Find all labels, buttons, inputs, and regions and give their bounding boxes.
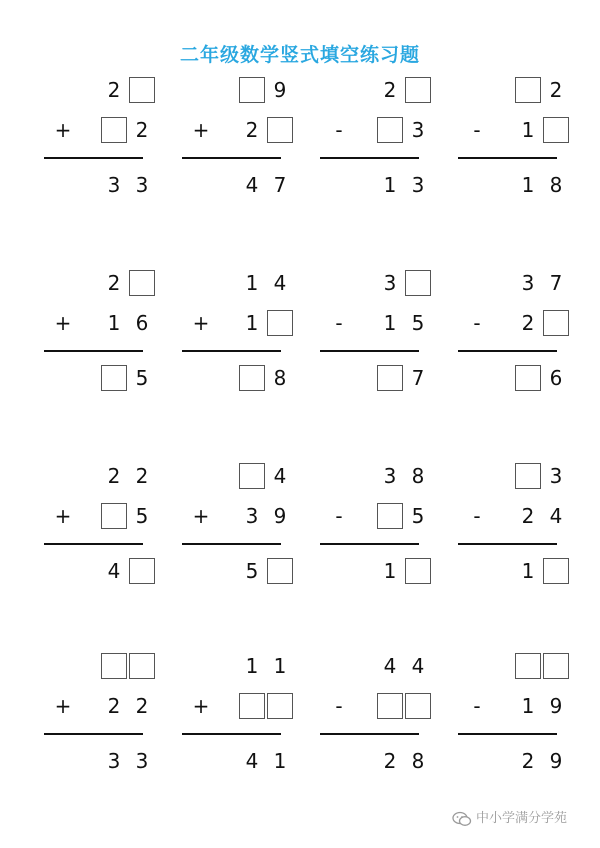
result-row xyxy=(182,746,292,776)
top-ones-digit: 3 xyxy=(549,464,563,488)
result-tens-digit: 3 xyxy=(107,749,121,773)
result-tens-digit: 4 xyxy=(107,559,121,583)
bottom-tens-digit: 1 xyxy=(107,311,121,335)
bottom-ones-digit: 6 xyxy=(135,311,149,335)
top-ones-digit: 1 xyxy=(273,654,287,678)
bottom-row xyxy=(458,115,568,145)
top-tens-blank[interactable] xyxy=(515,463,541,489)
result-ones-digit: 3 xyxy=(411,173,425,197)
bottom-ones-digit: 4 xyxy=(549,504,563,528)
bottom-row xyxy=(320,691,430,721)
result-row xyxy=(458,170,568,200)
sum-line xyxy=(320,733,419,735)
result-ones-digit: 6 xyxy=(549,366,563,390)
top-ones-digit: 2 xyxy=(135,464,149,488)
top-ones-digit: 4 xyxy=(273,271,287,295)
top-tens-digit: 2 xyxy=(107,464,121,488)
result-tens-digit: 3 xyxy=(107,173,121,197)
problem-12 xyxy=(458,461,568,611)
result-tens-digit: 4 xyxy=(245,173,259,197)
top-ones-blank[interactable] xyxy=(129,653,155,679)
problem-7 xyxy=(320,268,430,418)
top-row xyxy=(44,461,154,491)
result-row xyxy=(320,746,430,776)
top-ones-blank[interactable] xyxy=(405,77,431,103)
top-ones-digit: 2 xyxy=(549,78,563,102)
top-tens-blank[interactable] xyxy=(515,77,541,103)
bottom-tens-blank[interactable] xyxy=(377,693,403,719)
bottom-row xyxy=(44,115,154,145)
problem-11 xyxy=(320,461,430,611)
top-tens-blank[interactable] xyxy=(101,653,127,679)
top-ones-blank[interactable] xyxy=(129,270,155,296)
bottom-ones-blank[interactable] xyxy=(405,693,431,719)
problem-9 xyxy=(44,461,154,611)
bottom-ones-digit: 3 xyxy=(411,118,425,142)
top-ones-blank[interactable] xyxy=(129,77,155,103)
result-ones-digit: 8 xyxy=(549,173,563,197)
sum-line xyxy=(182,543,281,545)
bottom-row xyxy=(320,308,430,338)
top-row xyxy=(44,75,154,105)
operator-sign: - xyxy=(473,694,481,718)
result-ones-digit: 7 xyxy=(411,366,425,390)
top-row xyxy=(458,461,568,491)
bottom-row xyxy=(182,691,292,721)
sum-line xyxy=(458,350,557,352)
top-row xyxy=(182,268,292,298)
sum-line xyxy=(458,543,557,545)
bottom-tens-blank[interactable] xyxy=(239,693,265,719)
bottom-ones-digit: 2 xyxy=(135,118,149,142)
bottom-tens-digit: 2 xyxy=(245,118,259,142)
operator-sign: - xyxy=(473,118,481,142)
bottom-ones-digit: 5 xyxy=(411,311,425,335)
bottom-row xyxy=(182,308,292,338)
problem-13 xyxy=(44,651,154,801)
sum-line xyxy=(320,350,419,352)
bottom-tens-blank[interactable] xyxy=(377,117,403,143)
result-ones-digit: 1 xyxy=(273,749,287,773)
bottom-tens-digit: 2 xyxy=(521,311,535,335)
result-tens-digit: 2 xyxy=(521,749,535,773)
operator-sign: + xyxy=(192,694,210,718)
top-tens-blank[interactable] xyxy=(239,77,265,103)
bottom-tens-digit: 1 xyxy=(521,118,535,142)
problem-15 xyxy=(320,651,430,801)
sum-line xyxy=(320,543,419,545)
bottom-row xyxy=(182,501,292,531)
top-row xyxy=(320,461,430,491)
operator-sign: + xyxy=(192,118,210,142)
bottom-ones-blank[interactable] xyxy=(267,117,293,143)
watermark xyxy=(452,808,567,830)
sum-line xyxy=(44,350,143,352)
bottom-tens-digit: 2 xyxy=(521,504,535,528)
result-ones-digit: 8 xyxy=(273,366,287,390)
top-ones-blank[interactable] xyxy=(405,270,431,296)
problem-6 xyxy=(182,268,292,418)
result-tens-digit: 2 xyxy=(383,749,397,773)
result-ones-digit: 7 xyxy=(273,173,287,197)
result-tens-digit: 5 xyxy=(245,559,259,583)
bottom-ones-digit: 5 xyxy=(411,504,425,528)
bottom-row xyxy=(458,308,568,338)
result-ones-digit: 3 xyxy=(135,173,149,197)
top-row xyxy=(182,75,292,105)
bottom-ones-blank[interactable] xyxy=(267,310,293,336)
result-row xyxy=(182,170,292,200)
operator-sign: - xyxy=(335,118,343,142)
top-row xyxy=(458,651,568,681)
problem-10 xyxy=(182,461,292,611)
top-row xyxy=(458,75,568,105)
result-row xyxy=(320,363,430,393)
operator-sign: + xyxy=(192,504,210,528)
top-tens-blank[interactable] xyxy=(515,653,541,679)
bottom-tens-digit: 1 xyxy=(245,311,259,335)
bottom-row xyxy=(458,501,568,531)
bottom-row xyxy=(458,691,568,721)
sum-line xyxy=(44,733,143,735)
top-ones-digit: 9 xyxy=(273,78,287,102)
result-row xyxy=(182,363,292,393)
sum-line xyxy=(44,157,143,159)
bottom-row xyxy=(44,691,154,721)
top-tens-digit: 2 xyxy=(383,78,397,102)
top-tens-digit: 4 xyxy=(383,654,397,678)
operator-sign: - xyxy=(335,504,343,528)
result-ones-digit: 8 xyxy=(411,749,425,773)
top-tens-digit: 3 xyxy=(383,464,397,488)
operator-sign: - xyxy=(473,311,481,335)
sum-line xyxy=(320,157,419,159)
problem-3 xyxy=(320,75,430,225)
bottom-tens-digit: 3 xyxy=(245,504,259,528)
top-tens-digit: 2 xyxy=(107,78,121,102)
top-tens-digit: 1 xyxy=(245,654,259,678)
sum-line xyxy=(182,733,281,735)
bottom-tens-digit: 1 xyxy=(521,694,535,718)
watermark-text: 中小学满分学苑 xyxy=(476,811,568,826)
sum-line xyxy=(458,157,557,159)
page-title: 二年级数学竖式填空练习题 xyxy=(179,44,420,66)
top-ones-digit: 8 xyxy=(411,464,425,488)
result-row xyxy=(458,746,568,776)
sum-line xyxy=(44,543,143,545)
bottom-ones-digit: 2 xyxy=(135,694,149,718)
operator-sign: + xyxy=(54,118,72,142)
sum-line xyxy=(458,733,557,735)
result-row xyxy=(458,363,568,393)
bottom-tens-blank[interactable] xyxy=(377,503,403,529)
problem-1 xyxy=(44,75,154,225)
operator-sign: + xyxy=(54,694,72,718)
bottom-tens-digit: 2 xyxy=(107,694,121,718)
bottom-row xyxy=(44,308,154,338)
bottom-ones-digit: 9 xyxy=(273,504,287,528)
bottom-row xyxy=(320,501,430,531)
result-ones-digit: 3 xyxy=(135,749,149,773)
result-ones-blank[interactable] xyxy=(405,558,431,584)
problem-8 xyxy=(458,268,568,418)
bottom-row xyxy=(320,115,430,145)
bottom-tens-blank[interactable] xyxy=(101,503,127,529)
result-tens-blank[interactable] xyxy=(101,365,127,391)
result-row xyxy=(44,556,154,586)
result-row xyxy=(44,746,154,776)
problem-2 xyxy=(182,75,292,225)
result-tens-blank[interactable] xyxy=(377,365,403,391)
result-row xyxy=(44,170,154,200)
result-row xyxy=(182,556,292,586)
problem-16 xyxy=(458,651,568,801)
result-ones-digit: 9 xyxy=(549,749,563,773)
result-row xyxy=(44,363,154,393)
sum-line xyxy=(182,157,281,159)
bottom-tens-digit: 1 xyxy=(383,311,397,335)
top-tens-digit: 3 xyxy=(521,271,535,295)
top-tens-digit: 1 xyxy=(245,271,259,295)
bottom-ones-blank[interactable] xyxy=(543,117,569,143)
bottom-ones-digit: 5 xyxy=(135,504,149,528)
result-ones-digit: 5 xyxy=(135,366,149,390)
top-row xyxy=(458,268,568,298)
result-tens-blank[interactable] xyxy=(239,365,265,391)
bottom-ones-blank[interactable] xyxy=(267,693,293,719)
result-tens-blank[interactable] xyxy=(515,365,541,391)
bottom-row xyxy=(44,501,154,531)
top-row xyxy=(182,461,292,491)
top-row xyxy=(320,651,430,681)
result-tens-digit: 1 xyxy=(521,173,535,197)
operator-sign: + xyxy=(54,504,72,528)
bottom-tens-blank[interactable] xyxy=(101,117,127,143)
problem-14 xyxy=(182,651,292,801)
top-row xyxy=(44,651,154,681)
result-row xyxy=(458,556,568,586)
top-ones-digit: 4 xyxy=(411,654,425,678)
top-tens-digit: 3 xyxy=(383,271,397,295)
top-ones-digit: 7 xyxy=(549,271,563,295)
wechat-icon xyxy=(452,811,472,827)
problem-5 xyxy=(44,268,154,418)
bottom-ones-digit: 9 xyxy=(549,694,563,718)
top-row xyxy=(320,268,430,298)
result-tens-digit: 1 xyxy=(383,559,397,583)
top-tens-digit: 2 xyxy=(107,271,121,295)
problem-4 xyxy=(458,75,568,225)
operator-sign: - xyxy=(335,311,343,335)
operator-sign: + xyxy=(192,311,210,335)
top-ones-blank[interactable] xyxy=(543,653,569,679)
operator-sign: - xyxy=(473,504,481,528)
result-ones-blank[interactable] xyxy=(543,558,569,584)
operator-sign: - xyxy=(335,694,343,718)
result-ones-blank[interactable] xyxy=(267,558,293,584)
operator-sign: + xyxy=(54,311,72,335)
top-row xyxy=(44,268,154,298)
result-tens-digit: 1 xyxy=(521,559,535,583)
result-row xyxy=(320,170,430,200)
bottom-ones-blank[interactable] xyxy=(543,310,569,336)
sum-line xyxy=(182,350,281,352)
result-tens-digit: 4 xyxy=(245,749,259,773)
top-row xyxy=(182,651,292,681)
result-ones-blank[interactable] xyxy=(129,558,155,584)
top-tens-blank[interactable] xyxy=(239,463,265,489)
result-tens-digit: 1 xyxy=(383,173,397,197)
top-row xyxy=(320,75,430,105)
top-ones-digit: 4 xyxy=(273,464,287,488)
bottom-row xyxy=(182,115,292,145)
result-row xyxy=(320,556,430,586)
